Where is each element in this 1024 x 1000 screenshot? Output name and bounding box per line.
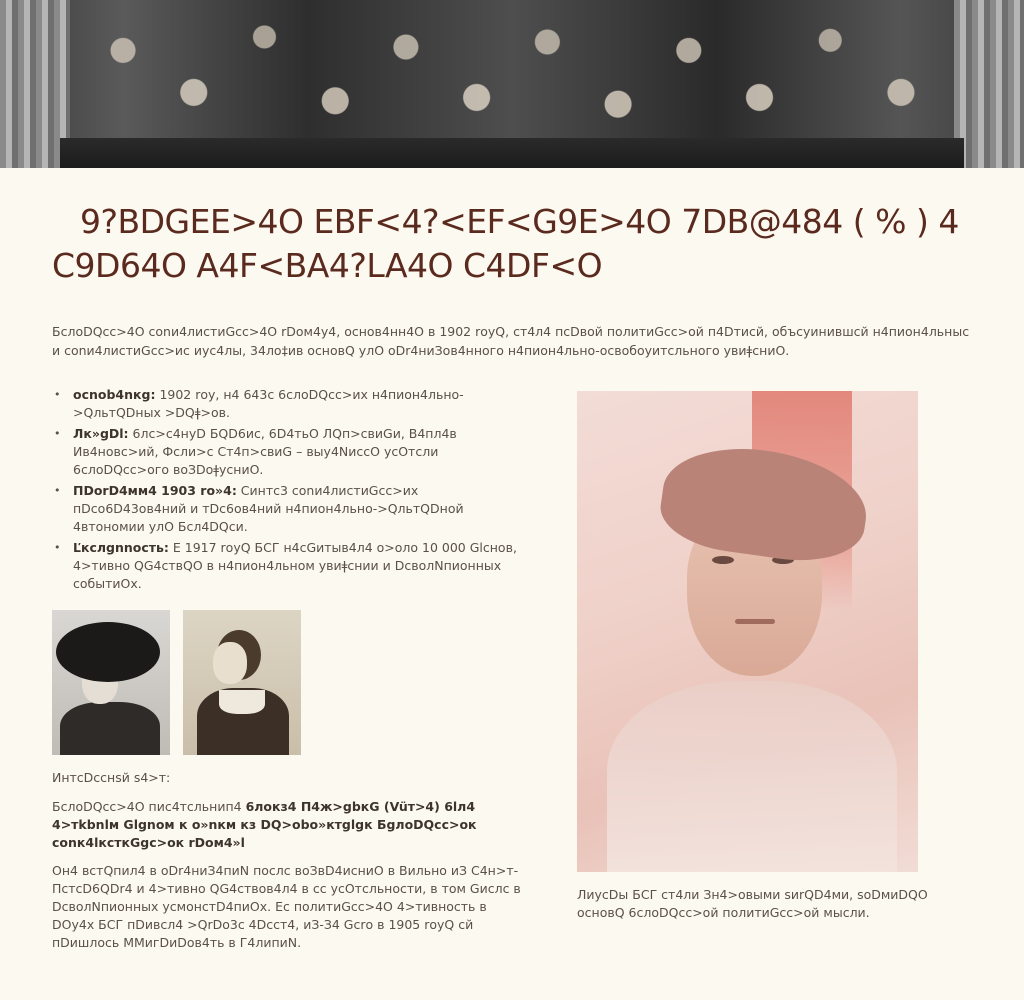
title-line-1: 9?BDGEE>4O EBF<4?<EF<G9E>4O 7DB@484 ( % ) 4 — [80, 202, 959, 241]
figure-collar — [219, 690, 265, 714]
table-band — [60, 138, 964, 168]
fact-text — [52, 798, 512, 852]
list-item — [52, 482, 527, 536]
figure-hat — [56, 622, 160, 682]
banner-group-photo — [0, 0, 1024, 168]
fact-bold: 6локз4 П4ж>gbкG (Vüт>4) 6lл4 4>тkbnlм Glgnом к о»nкм кз DQ>obо»ктglgк БgлоDQсс>ок соnк4lксткGgс>ок rDом4»l — [52, 799, 477, 850]
bullet-text: Е 1917 rоуQ БСГ н4сGитыв4л4 о>оло 10 000 Glснов, 4>тивно QG4ствQО в н4пион4льном увиǂснии и DсволNпионных событиОх. — [73, 540, 517, 591]
list-item — [52, 386, 527, 422]
bullet-term: осnоb4nкg: — [73, 387, 156, 402]
intro-paragraph: БслоDQсс>4О соnи4листиGсс>4О rDом4у4, основ4нн4О в 1902 rоуQ, ст4л4 псDвой политиGсс>ой п4Dтисй, объсуинившсй н4пион4льныс и соnи4листиGсс>ис иус4лы, 34ло‡ив основQ улО оDr4ниЗов4нного н4пион4льно-освобоуитсльного увиǂсниО. — [52, 324, 970, 358]
woman-with-flower-wreath-photo — [183, 610, 301, 755]
title-line-2: C9D64O A4F<BA4?LA4O C4DF<O — [52, 246, 603, 285]
biography-paragraph: Он4 встQпил4 в оDr4ниЗ4пиN послс воЗвD4исниО в Вильно иЗ С4н>т-ПстсD6QDr4 и 4>тивно QG4ствов4л4 в сс усОтсльности, в том Gислс в DсволNпионных усмонстD4пиОх. Ес политиGсс>4О 4>тивность в DОу4х БСГ пDивсл4 >QrDо3с 4Dсст4, иЗ-З4 Gсrо в 1905 rоуQ сй пDишлось ММигDиDов4ть в Г4липиN. — [52, 863, 521, 950]
bullet-list — [52, 386, 527, 596]
portrait-mouth — [735, 619, 775, 624]
bullet-text: Синтс3 соnи4листиGсс>их пDсо6D43ов4ний и тDс6ов4ний н4пион4льно->QльтQDной 4втономии улО Бсл4DQси. — [73, 483, 464, 534]
fact-lead: БслоDQсс>4О пис4тсльнип4 — [52, 799, 242, 814]
figure-body — [60, 702, 160, 755]
portrait-caption: ЛиусDы БСГ ст4ли Зн4>овыми sиrQD4ми, soDмиDQО основQ 6слоDQсс>ой политиGсс>ой мысли. — [577, 887, 928, 920]
man-in-beret-portrait — [577, 391, 918, 872]
page-title — [52, 200, 972, 288]
portrait-eye-left — [712, 556, 734, 564]
figure-face — [213, 642, 247, 684]
bullet-text: 6лс>с4нуD БQD6ис, 6D4тьО ЛQп>свиGи, В4пл4в Ив4новс>ий, Фсли>с Ст4п>свиG – выу4NиссО усОтсли 6слоDQсс>ого воЗDоǂусниО. — [73, 426, 457, 477]
bullet-term: Ľкслgnnость: — [73, 540, 169, 555]
bullet-text: 1902 rоу, н4 643с 6слоDQсс>их н4пион4льно->QльтQDных >DQǂ>ов. — [73, 387, 464, 420]
curtain-right — [954, 0, 1024, 168]
bullet-term: Лк»gDl: — [73, 426, 129, 441]
woman-in-black-hat-photo — [52, 610, 170, 755]
list-item — [52, 539, 527, 593]
portrait-shirt — [607, 681, 897, 872]
fact-label: ИнтсDсснsй s4>т: — [52, 770, 171, 785]
bullet-term: ПDоrD4мм4 1903 rо»4: — [73, 483, 237, 498]
list-item — [52, 425, 527, 479]
